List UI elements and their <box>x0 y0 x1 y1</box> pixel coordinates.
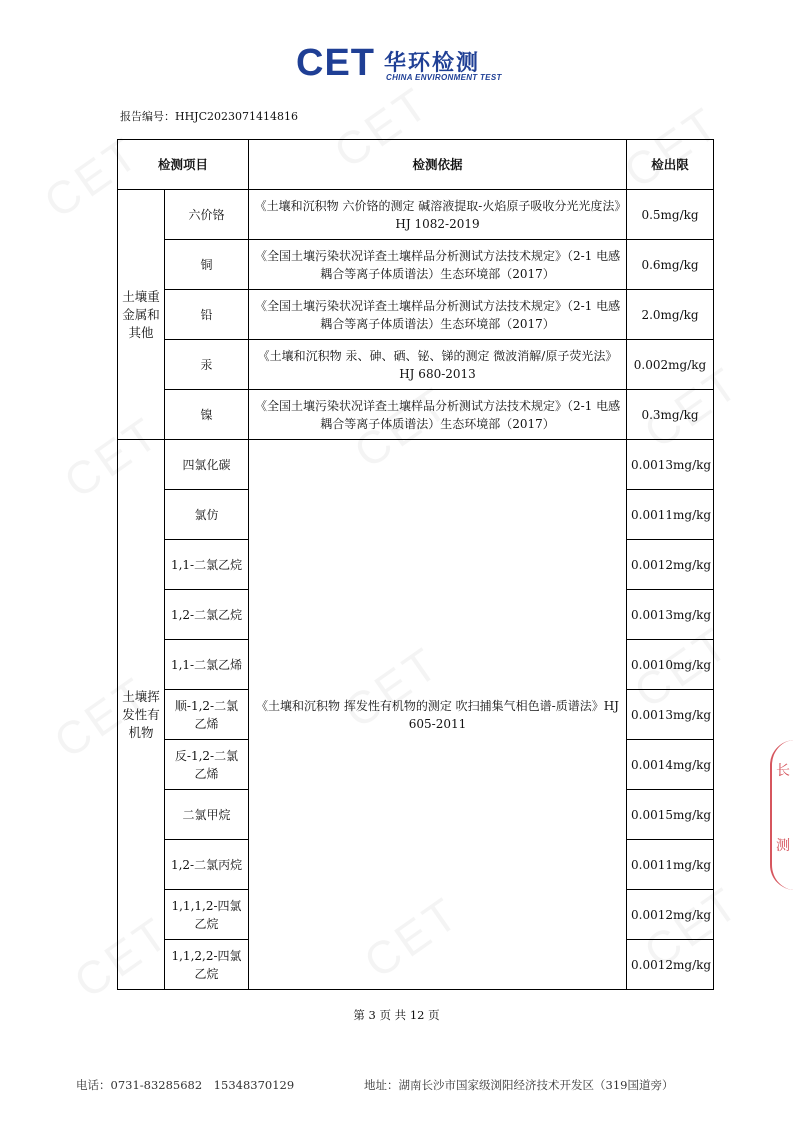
detection-table <box>117 139 714 990</box>
item-name: 二氯甲烷 <box>165 790 249 840</box>
header-item: 检测项目 <box>118 140 249 190</box>
item-limit: 0.0013mg/kg <box>627 440 714 490</box>
item-name: 反-1,2-二氯乙烯 <box>165 740 249 790</box>
table-row <box>118 340 714 390</box>
item-basis: 《全国土壤污染状况详查土壤样品分析测试方法技术规定》（2-1 电感耦合等离子体质谱法）生态环境部（2017） <box>249 390 627 440</box>
item-name: 铅 <box>165 290 249 340</box>
item-name: 1,1-二氯乙烯 <box>165 640 249 690</box>
group-name: 土壤挥发性有机物 <box>118 440 165 990</box>
item-name: 1,1-二氯乙烷 <box>165 540 249 590</box>
table-row <box>118 240 714 290</box>
stamp-char: 测 <box>776 838 790 854</box>
item-name: 汞 <box>165 340 249 390</box>
item-limit: 0.0012mg/kg <box>627 890 714 940</box>
footer-address: 地址：湖南长沙市国家级浏阳经济技术开发区（319国道旁） <box>364 1078 674 1092</box>
item-limit: 0.0012mg/kg <box>627 940 714 990</box>
table-row <box>118 190 714 240</box>
item-basis: 《土壤和沉积物 汞、砷、硒、铋、锑的测定 微波消解/原子荧光法》HJ 680-2013 <box>249 340 627 390</box>
item-basis: 《土壤和沉积物 六价铬的测定 碱溶液提取-火焰原子吸收分光光度法》HJ 1082-2019 <box>249 190 627 240</box>
header-limit: 检出限 <box>627 140 714 190</box>
item-limit: 2.0mg/kg <box>627 290 714 340</box>
item-name: 六价铬 <box>165 190 249 240</box>
page-number: 第 3 页 共 12 页 <box>353 1008 440 1022</box>
item-limit: 0.0010mg/kg <box>627 640 714 690</box>
table-row <box>118 390 714 440</box>
item-limit: 0.6mg/kg <box>627 240 714 290</box>
table-header-row <box>118 140 714 190</box>
item-name: 镍 <box>165 390 249 440</box>
item-limit: 0.0012mg/kg <box>627 540 714 590</box>
table-row <box>118 440 714 490</box>
item-limit: 0.5mg/kg <box>627 190 714 240</box>
item-name: 铜 <box>165 240 249 290</box>
item-name: 1,1,1,2-四氯乙烷 <box>165 890 249 940</box>
item-limit: 0.0011mg/kg <box>627 490 714 540</box>
item-limit: 0.0015mg/kg <box>627 790 714 840</box>
group-basis: 《土壤和沉积物 挥发性有机物的测定 吹扫捕集气相色谱-质谱法》HJ 605-2011 <box>249 440 627 990</box>
header-basis: 检测依据 <box>249 140 627 190</box>
item-name: 氯仿 <box>165 490 249 540</box>
item-limit: 0.3mg/kg <box>627 390 714 440</box>
item-basis: 《全国土壤污染状况详查土壤样品分析测试方法技术规定》（2-1 电感耦合等离子体质谱法）生态环境部（2017） <box>249 290 627 340</box>
item-basis: 《全国土壤污染状况详查土壤样品分析测试方法技术规定》（2-1 电感耦合等离子体质谱法）生态环境部（2017） <box>249 240 627 290</box>
seal-stamp-edge <box>770 740 793 890</box>
logo-latin: CET <box>296 42 375 84</box>
item-name: 1,1,2,2-四氯乙烷 <box>165 940 249 990</box>
logo-english: CHINA ENVIRONMENT TEST <box>386 73 502 82</box>
item-name: 1,2-二氯乙烷 <box>165 590 249 640</box>
item-limit: 0.0011mg/kg <box>627 840 714 890</box>
item-limit: 0.002mg/kg <box>627 340 714 390</box>
table-row <box>118 290 714 340</box>
item-limit: 0.0014mg/kg <box>627 740 714 790</box>
item-name: 顺-1,2-二氯乙烯 <box>165 690 249 740</box>
logo-chinese: 华环检测 <box>384 51 481 76</box>
company-logo <box>296 44 506 84</box>
report-number: 报告编号：HHJC2023071414816 <box>120 110 298 123</box>
group-name: 土壤重金属和其他 <box>118 190 165 440</box>
item-limit: 0.0013mg/kg <box>627 690 714 740</box>
item-name: 1,2-二氯丙烷 <box>165 840 249 890</box>
footer-phone: 电话：0731-83285682 15348370129 <box>76 1078 295 1092</box>
stamp-char: 长 <box>776 763 790 779</box>
item-name: 四氯化碳 <box>165 440 249 490</box>
item-limit: 0.0013mg/kg <box>627 590 714 640</box>
